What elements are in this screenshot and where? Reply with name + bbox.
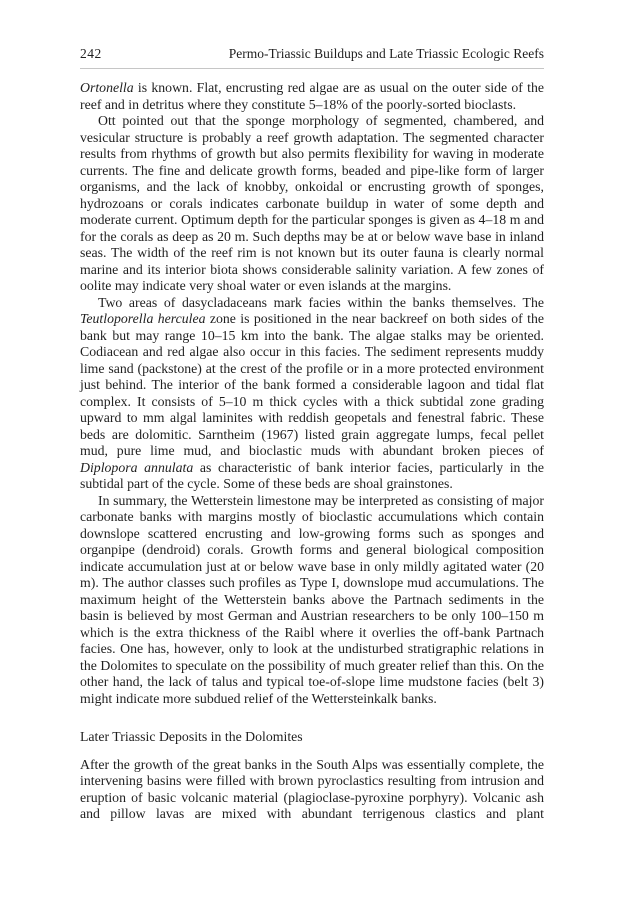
taxon-name: Diplopora annulata xyxy=(80,459,194,475)
running-title: Permo-Triassic Buildups and Late Triassic Ecologic Reefs xyxy=(228,46,544,61)
body-paragraph xyxy=(80,80,544,113)
section-heading: Later Triassic Deposits in the Dolomites xyxy=(80,729,303,744)
text-run: After the growth of the great banks in the South Alps was essentially complete, the intervening basins were filled with brown pyroclastics resulting from intrusion and eruption of basic volcanic material (plagioclase-pyroxine porphyry). Volcanic ash and pillow lavas are mixed with abundant terrigenous clastics and plant xyxy=(80,756,544,821)
body-paragraph xyxy=(80,113,544,295)
body-paragraph xyxy=(80,757,544,823)
text-run: Ott pointed out that the sponge morphology of segmented, chambered, and vesicular structure is probably a reef growth adaptation. The segmented character results from rhythms of growth but also permits flexibility for waving in moderate currents. The fine and delicate growth forms, beaded and pipe-like form of larger organisms, and the lack of knobby, onkoidal or encrusting growth of sponges, hydrozoans or corals indicates carbonate buildup in water of some depth and moderate current. Optimum depth for the particular sponges is given as 4–18 m and for the corals as deep as 20 m. Such depths may be at or below wave base in inland seas. The width of the reef rim is not known but its outer fauna is clearly normal marine and its interior biota shows considerable salinity variation. A few zones of oolite may indicate very shoal water or even islands at the margins. xyxy=(80,113,544,293)
text-run: zone is positioned in the near backreef on both sides of the bank but may range 10–15 km into the bank. The algae stalks may be oriented. Codiacean and red algae also occur in this facies. The sediment represents muddy lime sand (packstone) at the crest of the profile or in a more protected environment just behind. The interior of the bank formed a considerable lagoon and tidal flat complex. It consists of 5–10 m thick cycles with a thick subtidal zone grading upward to mm algal laminites with reddish geopetals and fenestral fabric. These beds are dolomitic. Sarntheim (1967) listed grain aggregate lumps, fecal pellet mud, pure lime mud, and bioclastic muds with abundant broken pieces of xyxy=(80,311,544,458)
text-run: as characteristic of bank interior facies, particularly in the subtidal part of the cycle. Some of these beds are shoal grainstones. xyxy=(80,459,544,491)
page-content xyxy=(80,46,544,823)
page-header xyxy=(80,46,544,62)
text-run: is known. Flat, encrusting red algae are as usual on the outer side of the reef and in detritus where they constitute 5–18% of the poorly-sorted bioclasts. xyxy=(80,80,544,112)
text-run: Two areas of dasycladaceans mark facies within the banks themselves. The xyxy=(98,294,544,310)
page-number: 242 xyxy=(80,46,102,61)
body-paragraph xyxy=(80,493,544,708)
text-run: In summary, the Wetterstein limestone may be interpreted as consisting of major carbonate banks with margins mostly of bioclastic accumulations which contain downslope scattered encrusting and low-growing forms such as sponges and organpipe (dendroid) corals. Growth forms and general biological composition indicate accumulation just at or below wave base in only mildly agitated water (20 m). The author classes such profiles as Type I, downslope mud accumulations. The maximum height of the Wetterstein banks above the Partnach sediments in the basin is believed by most German and Austrian researchers to be only 100–150 m which is the extra thickness of the Raibl where it overlies the off-bank Partnach facies. One has, however, only to look at the undisturbed stratigraphic relations in the Dolomites to speculate on the possibility of much greater relief than this. On the other hand, the lack of talus and typical toe-of-slope lime mudstone facies (belt 3) might indicate more subdued relief of the Wettersteinkalk banks. xyxy=(80,492,544,706)
taxon-name: Ortonella xyxy=(80,80,134,95)
page-body xyxy=(80,80,544,823)
body-paragraph xyxy=(80,295,544,493)
header-rule xyxy=(80,68,544,69)
taxon-name: Teutloporella herculea xyxy=(80,311,206,326)
